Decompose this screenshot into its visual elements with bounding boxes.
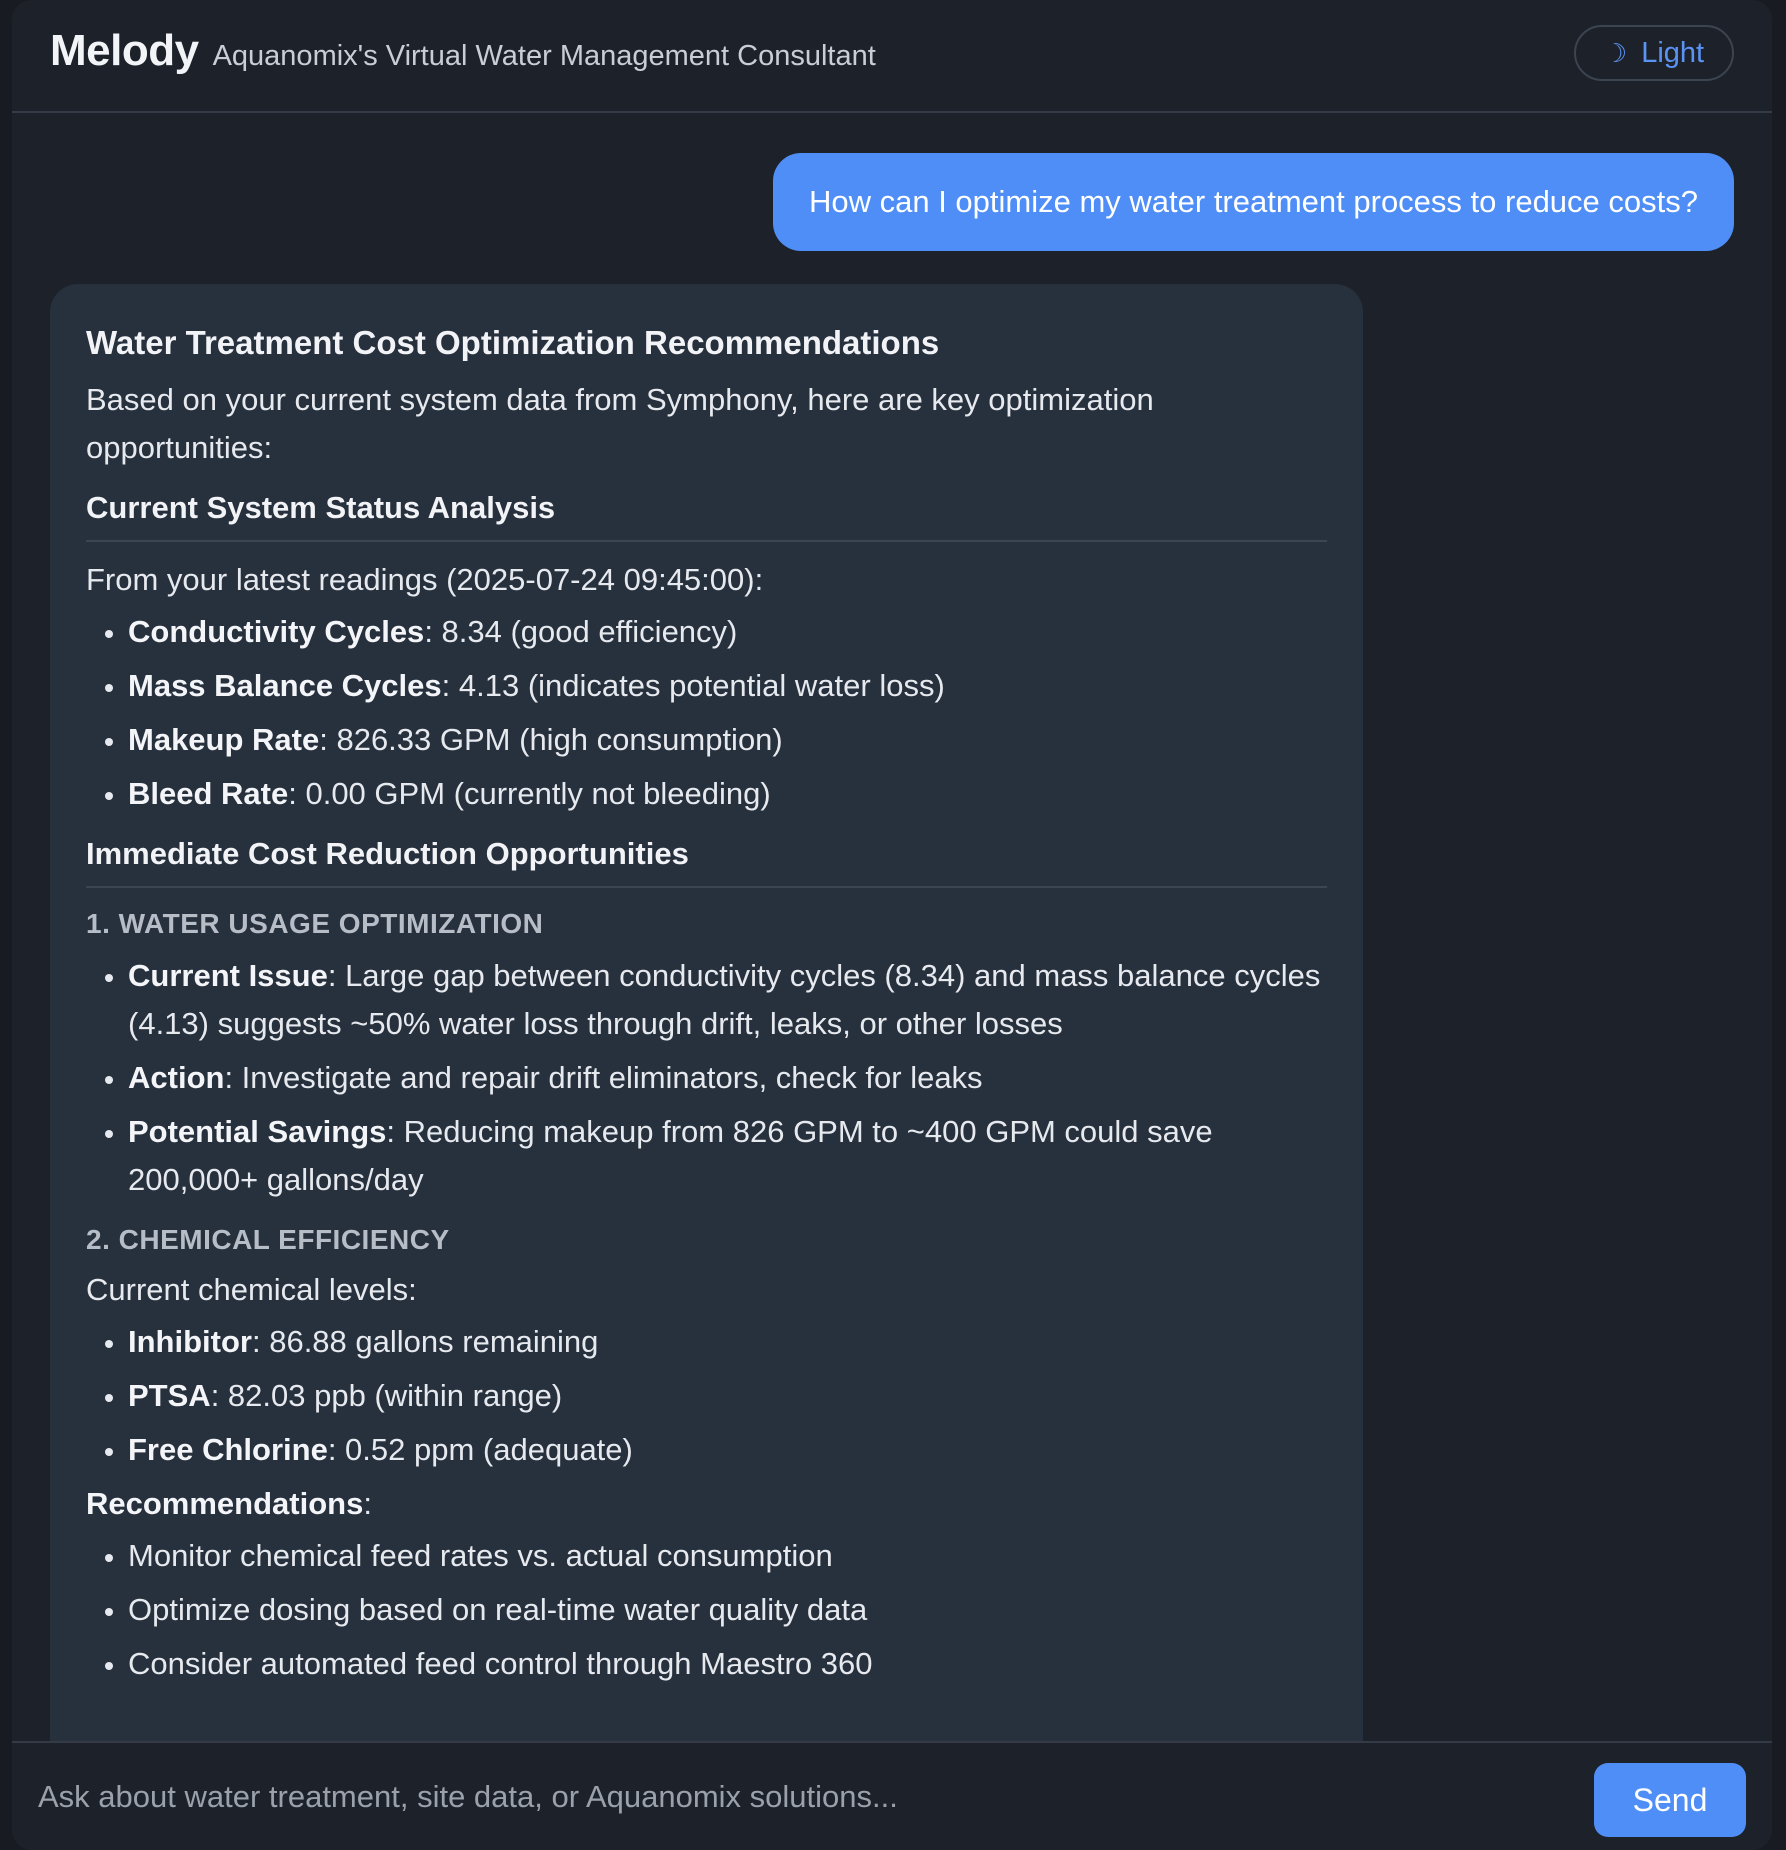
recommendations-list bbox=[86, 1532, 1327, 1688]
list-item bbox=[128, 1108, 1327, 1204]
app-subtitle: Aquanomix's Virtual Water Management Consultant bbox=[212, 40, 876, 72]
list-item: • Optimize dosing based on real-time water quality data bbox=[128, 1586, 1327, 1634]
section-heading-status: Current System Status Analysis bbox=[86, 486, 1327, 542]
subheading-chemical-efficiency: 2. CHEMICAL EFFICIENCY bbox=[86, 1224, 450, 1255]
composer bbox=[12, 1741, 1772, 1850]
water-usage-list bbox=[86, 952, 1327, 1204]
item-text: : 826.33 GPM (high consumption) bbox=[319, 722, 783, 757]
list-item bbox=[128, 770, 1327, 818]
item-label: Potential Savings bbox=[128, 1114, 387, 1149]
list-item bbox=[128, 1426, 1327, 1474]
chemical-lead: Current chemical levels: bbox=[86, 1272, 417, 1307]
recommendations-label-line bbox=[86, 1480, 1327, 1528]
item-label: Inhibitor bbox=[128, 1324, 252, 1359]
chemical-list bbox=[86, 1318, 1327, 1474]
item-label: Mass Balance Cycles bbox=[128, 668, 442, 703]
list-item bbox=[128, 1054, 1327, 1102]
list-item: • Monitor chemical feed rates vs. actual consumption bbox=[128, 1532, 1327, 1580]
message-list[interactable] bbox=[12, 113, 1772, 1741]
assistant-message bbox=[50, 284, 1363, 1741]
moon-icon: ☽ bbox=[1603, 37, 1628, 68]
list-item bbox=[128, 1372, 1327, 1420]
status-lead: From your latest readings (2025-07-24 09:45:00): bbox=[86, 562, 764, 597]
user-message bbox=[773, 153, 1734, 251]
item-label: PTSA bbox=[128, 1378, 211, 1413]
theme-toggle-label: Light bbox=[1641, 36, 1705, 69]
status-list bbox=[86, 608, 1327, 818]
recommendations-suffix: : bbox=[363, 1486, 372, 1521]
item-label: Bleed Rate bbox=[128, 776, 289, 811]
app-title: Melody bbox=[50, 26, 199, 75]
item-label: Action bbox=[128, 1060, 225, 1095]
list-item bbox=[128, 716, 1327, 764]
item-text: : Large gap between conductivity cycles (8.34) and mass balance cycles (4.13) suggests ~50% water loss through drift, leaks, or other losses bbox=[128, 958, 1321, 1041]
item-text: : 8.34 (good efficiency) bbox=[424, 614, 738, 649]
list-item bbox=[128, 662, 1327, 710]
item-text: : 82.03 ppb (within range) bbox=[210, 1378, 563, 1413]
item-text: : Investigate and repair drift eliminators, check for leaks bbox=[224, 1060, 983, 1095]
recommendations-label: Recommendations bbox=[86, 1486, 364, 1521]
user-message-text: How can I optimize my water treatment process to reduce costs? bbox=[808, 184, 1698, 219]
response-title: Water Treatment Cost Optimization Recommendations bbox=[86, 324, 940, 361]
section-heading-opportunities: Immediate Cost Reduction Opportunities bbox=[86, 832, 1327, 888]
message-input[interactable] bbox=[12, 1743, 1572, 1850]
item-text: : 0.00 GPM (currently not bleeding) bbox=[288, 776, 771, 811]
subheading-water-usage: 1. WATER USAGE OPTIMIZATION bbox=[86, 908, 544, 939]
send-button[interactable]: Send bbox=[1594, 1763, 1746, 1837]
response-intro: Based on your current system data from Symphony, here are key optimization opportunities: bbox=[86, 382, 1154, 465]
item-label: Current Issue bbox=[128, 958, 328, 993]
item-label: Conductivity Cycles bbox=[128, 614, 425, 649]
item-text: : 4.13 (indicates potential water loss) bbox=[441, 668, 945, 703]
item-label: Free Chlorine bbox=[128, 1432, 328, 1467]
list-item bbox=[128, 608, 1327, 656]
item-label: Makeup Rate bbox=[128, 722, 320, 757]
item-text: : 86.88 gallons remaining bbox=[251, 1324, 599, 1359]
list-item bbox=[128, 1318, 1327, 1366]
chat-app bbox=[12, 0, 1772, 1850]
item-text: : Reducing makeup from 826 GPM to ~400 GPM could save 200,000+ gallons/day bbox=[128, 1114, 1213, 1197]
list-item bbox=[128, 952, 1327, 1048]
list-item: • Consider automated feed control through Maestro 360 bbox=[128, 1640, 1327, 1688]
brand bbox=[50, 26, 876, 76]
item-text: : 0.52 ppm (adequate) bbox=[327, 1432, 633, 1467]
header bbox=[12, 0, 1772, 113]
theme-toggle-button[interactable] bbox=[1574, 25, 1734, 81]
